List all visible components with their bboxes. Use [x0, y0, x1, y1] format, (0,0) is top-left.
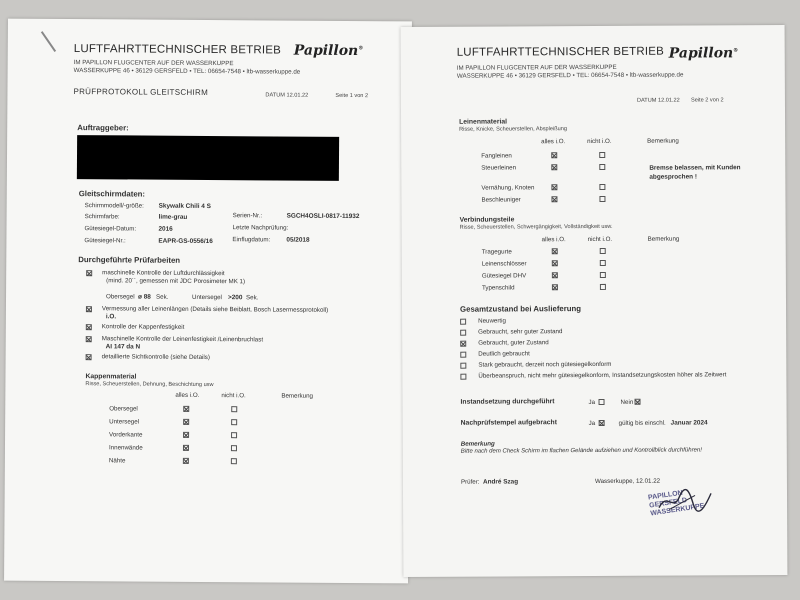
checkbox-ok — [183, 406, 189, 412]
connectors-heading: Verbindungsteile — [459, 216, 515, 224]
stamp-label: Nachprüfstempel aufgebracht — [460, 419, 557, 427]
field-value: 05/2018 — [286, 236, 310, 244]
field-value: SGCH4OSLI-0817-11932 — [286, 212, 360, 221]
lines-remark: Bremse belassen, mit Kunden abgesprochen ! — [649, 164, 741, 181]
work-item-label: Kontrolle der Kappenfestigkeit — [101, 323, 185, 331]
glider-data-heading: Gleitschirmdaten: — [78, 189, 146, 199]
porosity-upper-value: ø 88 — [138, 293, 151, 301]
porosity-lower-value: >200 — [227, 294, 243, 302]
checkbox — [86, 270, 92, 276]
company-name: LUFTFAHRTTECHNISCHER BETRIEB — [73, 43, 282, 57]
porosity-upper-label: Obersegel — [106, 293, 135, 301]
checkbox — [460, 352, 466, 358]
canopy-row-label: Obersegel — [109, 405, 138, 413]
column-remark: Bemerkung — [647, 137, 679, 145]
field-label: Schirmmodell/-größe: — [84, 202, 144, 210]
checkbox-not-ok — [600, 272, 606, 278]
column-ok: alles i.O. — [541, 236, 566, 244]
checkbox — [460, 319, 466, 325]
checkbox-ok — [552, 272, 558, 278]
company-stamp: PAPILLON GERSFELD WASSERKUPPE — [647, 489, 705, 518]
address-line-2: WASSERKUPPE 46 • 36129 GERSFELD • TEL: 06654-7548 • ltb-wasserkuppe.de — [456, 71, 684, 80]
checkbox — [460, 330, 466, 336]
checkbox-not-ok — [231, 432, 237, 438]
checkbox-ok — [183, 458, 189, 464]
checkbox-not-ok — [231, 406, 237, 412]
work-item-detail: (mind. 20´´, gemessen mit JDC Porosimeter MK 1) — [106, 277, 246, 286]
page-number: Seite 2 von 2 — [690, 97, 724, 104]
lines-heading: Leinenmaterial — [459, 118, 508, 126]
stamp-valid-label: gültig bis einschl. — [618, 419, 666, 427]
lines-row-label: Vernähung, Knoten — [481, 184, 535, 192]
page-number: Seite 1 von 2 — [335, 92, 369, 100]
address-line-2: WASSERKUPPE 46 • 36129 GERSFELD • TEL: 06654-7548 • ltb-wasserkuppe.de — [73, 67, 301, 76]
connectors-subheading: Risse, Scheuerstellen, Schwergängigkeit, Vollständigkeit usw. — [459, 223, 613, 231]
work-item-label: detaillierte Sichtkontrolle (siehe Details) — [101, 353, 210, 362]
canopy-row-label: Vorderkante — [109, 431, 143, 439]
field-value: lime-grau — [158, 213, 188, 221]
lines-row-label: Beschleuniger — [481, 196, 521, 204]
checkbox — [460, 341, 466, 347]
column-ok: alles i.O. — [175, 391, 200, 399]
condition-option: Deutlich gebraucht — [478, 350, 530, 358]
column-remark: Bemerkung — [281, 392, 314, 400]
connector-row-label: Tragegurte — [481, 248, 512, 256]
condition-option: Stark gebraucht, derzeit noch gütesiegelkonform — [478, 360, 612, 369]
inspector-label: Prüfer: — [460, 478, 480, 486]
field-label: Gütesiegel-Datum: — [84, 225, 137, 233]
checkbox-not-ok — [231, 458, 237, 464]
checkbox-not-ok — [600, 260, 606, 266]
client-heading: Auftraggeber: — [77, 123, 129, 133]
work-item-label: maschinelle Kontrolle der Luftdurchlässigkeit — [102, 269, 225, 278]
work-item-detail: i.O. — [105, 313, 117, 321]
pin-mark — [41, 31, 56, 52]
repair-yes-label: Ja — [588, 398, 596, 407]
checkbox — [86, 354, 92, 360]
repair-no-label: Nein — [620, 398, 634, 406]
porosity-unit: Sek. — [245, 294, 259, 302]
checkbox-ok — [183, 419, 189, 425]
checkbox-repair-yes — [599, 399, 605, 405]
protocol-page-2 — [401, 25, 788, 577]
checkbox-ok — [551, 164, 557, 170]
checkbox-not-ok — [599, 164, 605, 170]
field-value: 2016 — [158, 225, 173, 233]
lines-row-label: Steuerleinen — [481, 164, 517, 172]
field-label: Schirmfarbe: — [84, 213, 120, 221]
connector-row-label: Leinenschlösser — [481, 260, 527, 268]
field-label: Einflugdatum: — [232, 236, 271, 244]
papillon-logo: Papillon® — [668, 45, 739, 62]
company-name: LUFTFAHRTTECHNISCHER BETRIEB — [456, 45, 665, 59]
note-heading: Bemerkung — [460, 440, 495, 448]
lines-subheading: Risse, Knicke, Scheuerstellen, Abspleißung — [459, 126, 568, 133]
checkbox — [460, 363, 466, 369]
note-text: Bitte nach dem Check Schirm im flachen Gelände aufziehen und Kontrollblick durchführen! — [460, 447, 702, 455]
redacted-client-info — [77, 135, 339, 181]
stamp-valid-until: Januar 2024 — [670, 419, 708, 427]
checkbox-not-ok — [599, 152, 605, 158]
column-not-ok: nicht i.O. — [587, 137, 612, 146]
address-line-1: IM PAPILLON FLUGCENTER AUF DER WASSERKUPPE — [456, 63, 617, 72]
canopy-subheading: Risse, Scheuerstellen, Dehnung, Beschichtung usw — [85, 381, 214, 389]
lines-row-label: Fangleinen — [481, 152, 512, 160]
checkbox-repair-no — [635, 399, 641, 405]
canopy-row-label: Innenwände — [108, 444, 143, 452]
checkbox-ok — [183, 445, 189, 451]
signature — [655, 485, 715, 515]
column-remark: Bemerkung — [647, 235, 680, 243]
checkbox-not-ok — [600, 248, 606, 254]
porosity-lower-label: Untersegel — [192, 293, 222, 302]
column-ok: alles i.O. — [541, 138, 566, 146]
papillon-logo: Papillon® — [293, 42, 364, 60]
checkbox-ok — [551, 152, 557, 158]
checkbox-not-ok — [231, 419, 237, 425]
document-date: DATUM 12.01.22 — [636, 97, 680, 104]
checkbox-not-ok — [600, 284, 606, 290]
condition-heading: Gesamtzustand bei Auslieferung — [460, 304, 582, 314]
field-label: Gütesiegel-Nr.: — [84, 237, 126, 245]
checkbox-ok — [552, 284, 558, 290]
place-date: Wasserkuppe, 12.01.22 — [594, 477, 661, 485]
checkbox — [86, 324, 92, 330]
field-label: Letzte Nachprüfung: — [232, 224, 289, 232]
connector-row-label: Gütesiegel DHV — [481, 272, 527, 280]
checkbox — [86, 336, 92, 342]
document-title: PRÜFPROTOKOLL GLEITSCHIRM — [73, 87, 209, 97]
checkbox-ok — [551, 196, 557, 202]
canopy-row-label: Nähte — [108, 457, 126, 465]
column-not-ok: nicht i.O. — [221, 392, 246, 400]
protocol-page-1 — [4, 19, 412, 584]
field-value: Skywalk Chili 4 S — [158, 202, 211, 211]
connector-row-label: Typenschild — [481, 284, 515, 292]
document-date: DATUM 12.01.22 — [265, 92, 309, 99]
condition-option: Neuwertig — [478, 317, 506, 325]
condition-option: Gebraucht, sehr guter Zustand — [478, 328, 563, 336]
canopy-row-label: Untersegel — [109, 418, 140, 426]
field-label: Serien-Nr.: — [232, 212, 263, 220]
checkbox — [86, 306, 92, 312]
condition-option: Überbeanspruch, nicht mehr gütesiegelkonform, Instandsetzungskosten höher als Zeitwert — [478, 371, 727, 380]
condition-option: Gebraucht, guter Zustand — [478, 339, 549, 347]
checkbox — [460, 374, 466, 380]
work-item-label: Vermessung aller Leinenlängen (Details siehe Beiblatt, Bosch Lasermessprotokoll) — [101, 305, 329, 314]
checkbox-ok — [552, 260, 558, 266]
checkbox-ok — [552, 248, 558, 254]
porosity-unit: Sek. — [156, 293, 169, 301]
stamp-yes-label: Ja — [588, 419, 596, 428]
work-heading: Durchgeführte Prüfarbeiten — [78, 255, 181, 265]
checkbox-stamp-yes — [599, 420, 605, 426]
work-item-detail: AI 147 da N — [105, 343, 141, 351]
work-item-label: Maschinelle Kontrolle der Leinenfestigkeit /Leinenbruchlast — [101, 335, 264, 344]
checkbox-not-ok — [599, 196, 605, 202]
inspector-name: André Szag — [482, 478, 519, 486]
column-not-ok: nicht i.O. — [587, 235, 613, 244]
field-value: EAPR-GS-0556/16 — [158, 237, 213, 246]
checkbox-ok — [183, 432, 189, 438]
canopy-heading: Kappenmaterial — [85, 373, 137, 381]
checkbox-not-ok — [231, 445, 237, 451]
address-line-1: IM PAPILLON FLUGCENTER AUF DER WASSERKUPPE — [73, 59, 234, 68]
repair-label: Instandsetzung durchgeführt — [460, 398, 555, 406]
checkbox-not-ok — [599, 184, 605, 190]
checkbox-ok — [551, 184, 557, 190]
